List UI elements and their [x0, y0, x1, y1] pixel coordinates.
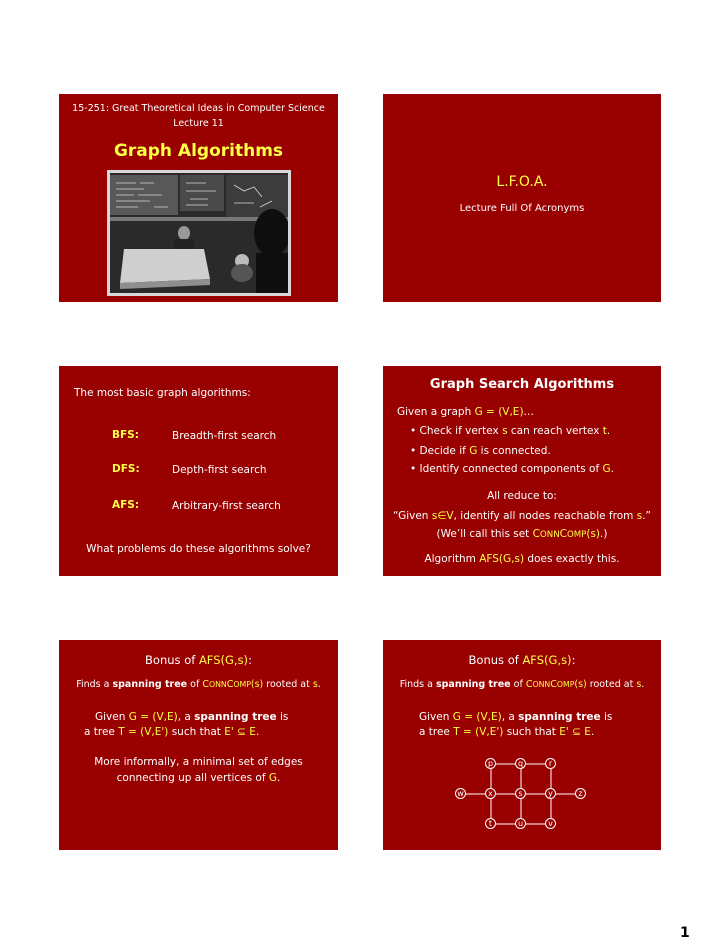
- reduce-text: All reduce to:: [487, 490, 557, 502]
- slide-title: Bonus of AFS(G,s):: [468, 653, 576, 667]
- item-abbr: AFS:: [112, 499, 140, 511]
- informal-line-2: connecting up all vertices of G.: [116, 772, 281, 784]
- graph-node: q: [515, 758, 526, 769]
- course-title: 15-251: Great Theoretical Ideas in Computer Science: [72, 103, 325, 114]
- graph-node: p: [485, 758, 496, 769]
- finds-text: Finds a spanning tree of CONNCOMP(s) rooted at s.: [399, 679, 645, 690]
- tree-line: a tree T = (V,E') such that E' ⊆ E.: [84, 726, 260, 738]
- graph-node: u: [515, 818, 526, 829]
- item-desc: Breadth-first search: [172, 430, 277, 442]
- bullet-item: • Identify connected components of G.: [410, 463, 614, 475]
- graph-node: w: [455, 788, 466, 799]
- algorithm-text: Algorithm AFS(G,s) does exactly this.: [424, 553, 620, 565]
- given-line: Given a graph G = (V,E)…: [397, 406, 535, 418]
- slide-title: Bonus of AFS(G,s):: [145, 653, 252, 667]
- lecture-photo: [107, 170, 291, 296]
- slide-3: [59, 366, 338, 576]
- graph-node: z: [575, 788, 586, 799]
- graph-node: r: [545, 758, 556, 769]
- item-desc: Depth-first search: [172, 464, 267, 476]
- slide-5: [59, 640, 338, 850]
- intro-text: The most basic graph algorithms:: [74, 387, 251, 399]
- item-desc: Arbitrary-first search: [172, 500, 281, 512]
- graph-node: v: [545, 818, 556, 829]
- slide-2: [383, 94, 661, 302]
- graph-node: s: [515, 788, 526, 799]
- given-line: Given G = (V,E), a spanning tree is: [419, 711, 613, 723]
- finds-text: Finds a spanning tree of CONNCOMP(s) rooted at s.: [76, 679, 321, 690]
- quote-text: “Given s∈V, identify all nodes reachable from s.”: [393, 510, 651, 522]
- graph-node: t: [485, 818, 496, 829]
- graph-node: y: [545, 788, 556, 799]
- question-text: What problems do these algorithms solve?: [86, 543, 311, 555]
- slide-1: [59, 94, 338, 302]
- lecture-photo-image: [110, 173, 288, 293]
- call-text: (We’ll call this set CONNCOMP(s).): [436, 528, 608, 540]
- informal-line-1: More informally, a minimal set of edges: [94, 756, 303, 768]
- slide-subtitle: Lecture Full Of Acronyms: [459, 203, 585, 214]
- slide-title: L.F.O.A.: [496, 174, 548, 190]
- item-abbr: DFS:: [112, 463, 140, 475]
- slide-title: Graph Algorithms: [113, 141, 284, 161]
- item-abbr: BFS:: [112, 429, 139, 441]
- graph-node: x: [485, 788, 496, 799]
- slide-title: Graph Search Algorithms: [429, 377, 615, 392]
- lecture-number: Lecture 11: [173, 118, 224, 129]
- slide-6: [383, 640, 661, 850]
- graph-diagram: [449, 754, 589, 834]
- given-line: Given G = (V,E), a spanning tree is: [95, 711, 289, 723]
- tree-line: a tree T = (V,E') such that E' ⊆ E.: [419, 726, 595, 738]
- page-number: 1: [680, 925, 690, 941]
- bullet-item: • Decide if G is connected.: [410, 445, 551, 457]
- slide-4: [383, 366, 661, 576]
- bullet-item: • Check if vertex s can reach vertex t.: [410, 425, 611, 437]
